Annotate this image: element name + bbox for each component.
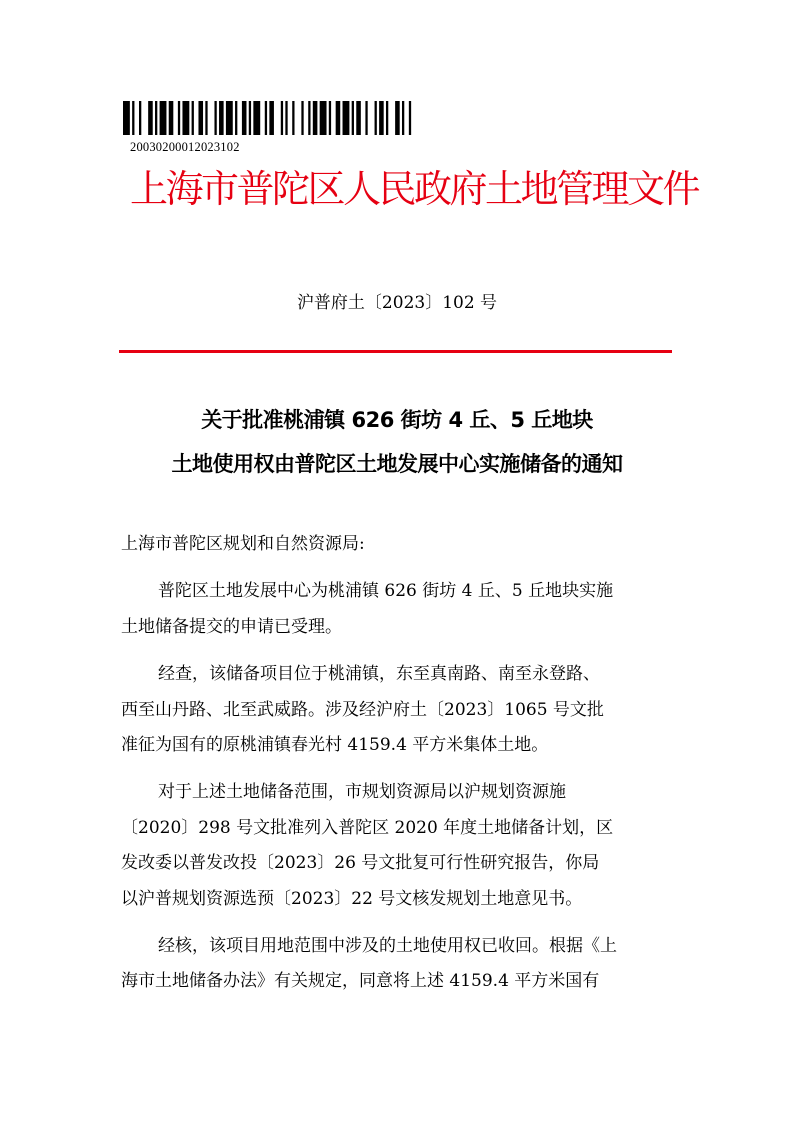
barcode-bar xyxy=(379,101,384,135)
barcode-bar xyxy=(285,101,287,135)
barcode-bar xyxy=(160,101,167,135)
issuing-authority-title: 上海市普陀区人民政府土地管理文件 xyxy=(130,167,699,211)
barcode-bar xyxy=(329,101,331,135)
paragraph-3-line-2: 〔2020〕298 号文批准列入普陀区 2020 年度土地储备计划，区 xyxy=(121,817,614,838)
paragraph-4-line-1: 经核，该项目用地范围中涉及的土地使用权已收回。根据《上 xyxy=(158,935,617,956)
barcode-bar xyxy=(182,101,189,135)
barcode-bar xyxy=(235,101,237,135)
document-number: 沪普府土〔2023〕102 号 xyxy=(296,293,498,313)
barcode-bar xyxy=(409,101,411,135)
barcode-bar xyxy=(336,101,341,135)
barcode-bar xyxy=(352,101,354,135)
paragraph-2-line-1: 经查，该储备项目位于桃浦镇，东至真南路、南至永登路、 xyxy=(158,664,600,685)
barcode-bar xyxy=(214,101,216,135)
barcode-bar xyxy=(226,101,233,135)
barcode-bar xyxy=(308,101,310,135)
barcode-bar xyxy=(375,101,377,135)
barcode-bar xyxy=(155,101,157,135)
paragraph-2-line-3: 准征为国有的原桃浦镇春光村 4159.4 平方米集体土地。 xyxy=(121,734,549,755)
barcode-bar xyxy=(148,101,153,135)
notice-title xyxy=(0,398,794,486)
paragraph-1-line-1: 普陀区土地发展中心为桃浦镇 626 街坊 4 丘、5 丘地块实施 xyxy=(158,581,614,602)
barcode-bar xyxy=(301,101,303,135)
barcode-bar xyxy=(253,101,260,135)
barcode-bar xyxy=(198,101,203,135)
barcode-bar xyxy=(219,101,224,135)
addressee: 上海市普陀区规划和自然资源局: xyxy=(121,534,365,554)
barcode-bar xyxy=(356,101,361,135)
red-separator-line xyxy=(119,350,672,353)
paragraph-3-line-4: 以沪普规划资源选预〔2023〕22 号文核发规划土地意见书。 xyxy=(121,888,583,909)
paragraph-2-line-2: 西至山丹路、北至武威路。涉及经沪府土〔2023〕1065 号文批 xyxy=(121,699,604,720)
barcode-bar xyxy=(395,101,400,135)
barcode-bar xyxy=(365,101,367,135)
barcode-bar xyxy=(320,101,327,135)
barcode-bar xyxy=(402,101,404,135)
barcode-bar xyxy=(178,101,180,135)
barcode-bar xyxy=(205,101,207,135)
barcode-bar xyxy=(123,101,130,135)
barcode-bar xyxy=(169,101,174,135)
barcode-bar xyxy=(292,101,294,135)
barcode-bar xyxy=(192,101,194,135)
barcode-bar xyxy=(249,101,251,135)
notice-title-line-1: 关于批准桃浦镇 626 街坊 4 丘、5 丘地块 xyxy=(201,408,593,432)
barcode-number: 20030200012023102 xyxy=(130,140,240,154)
barcode-bar xyxy=(132,101,134,135)
paragraph-1-line-2: 土地储备提交的申请已受理。 xyxy=(121,616,342,637)
paragraph-3-line-1: 对于上述土地储备范围，市规划资源局以沪规划资源施 xyxy=(158,782,566,803)
barcode-bar xyxy=(139,101,141,135)
barcode-bar xyxy=(242,101,247,135)
paragraph-4-line-2: 海市土地储备办法》有关规定，同意将上述 4159.4 平方米国有 xyxy=(121,971,600,992)
barcode-bar xyxy=(343,101,350,135)
barcode-bar xyxy=(265,101,267,135)
barcode-bar xyxy=(281,101,283,135)
barcode-bar xyxy=(313,101,318,135)
barcode-bar xyxy=(386,101,388,135)
notice-title-line-2: 土地使用权由普陀区土地发展中心实施储备的通知 xyxy=(171,452,623,476)
barcode-bar xyxy=(269,101,274,135)
paragraph-3-line-3: 发改委以普发改投〔2023〕26 号文批复可行性研究报告，你局 xyxy=(121,853,600,874)
barcode-icon xyxy=(123,101,418,135)
document-body xyxy=(121,527,676,1000)
